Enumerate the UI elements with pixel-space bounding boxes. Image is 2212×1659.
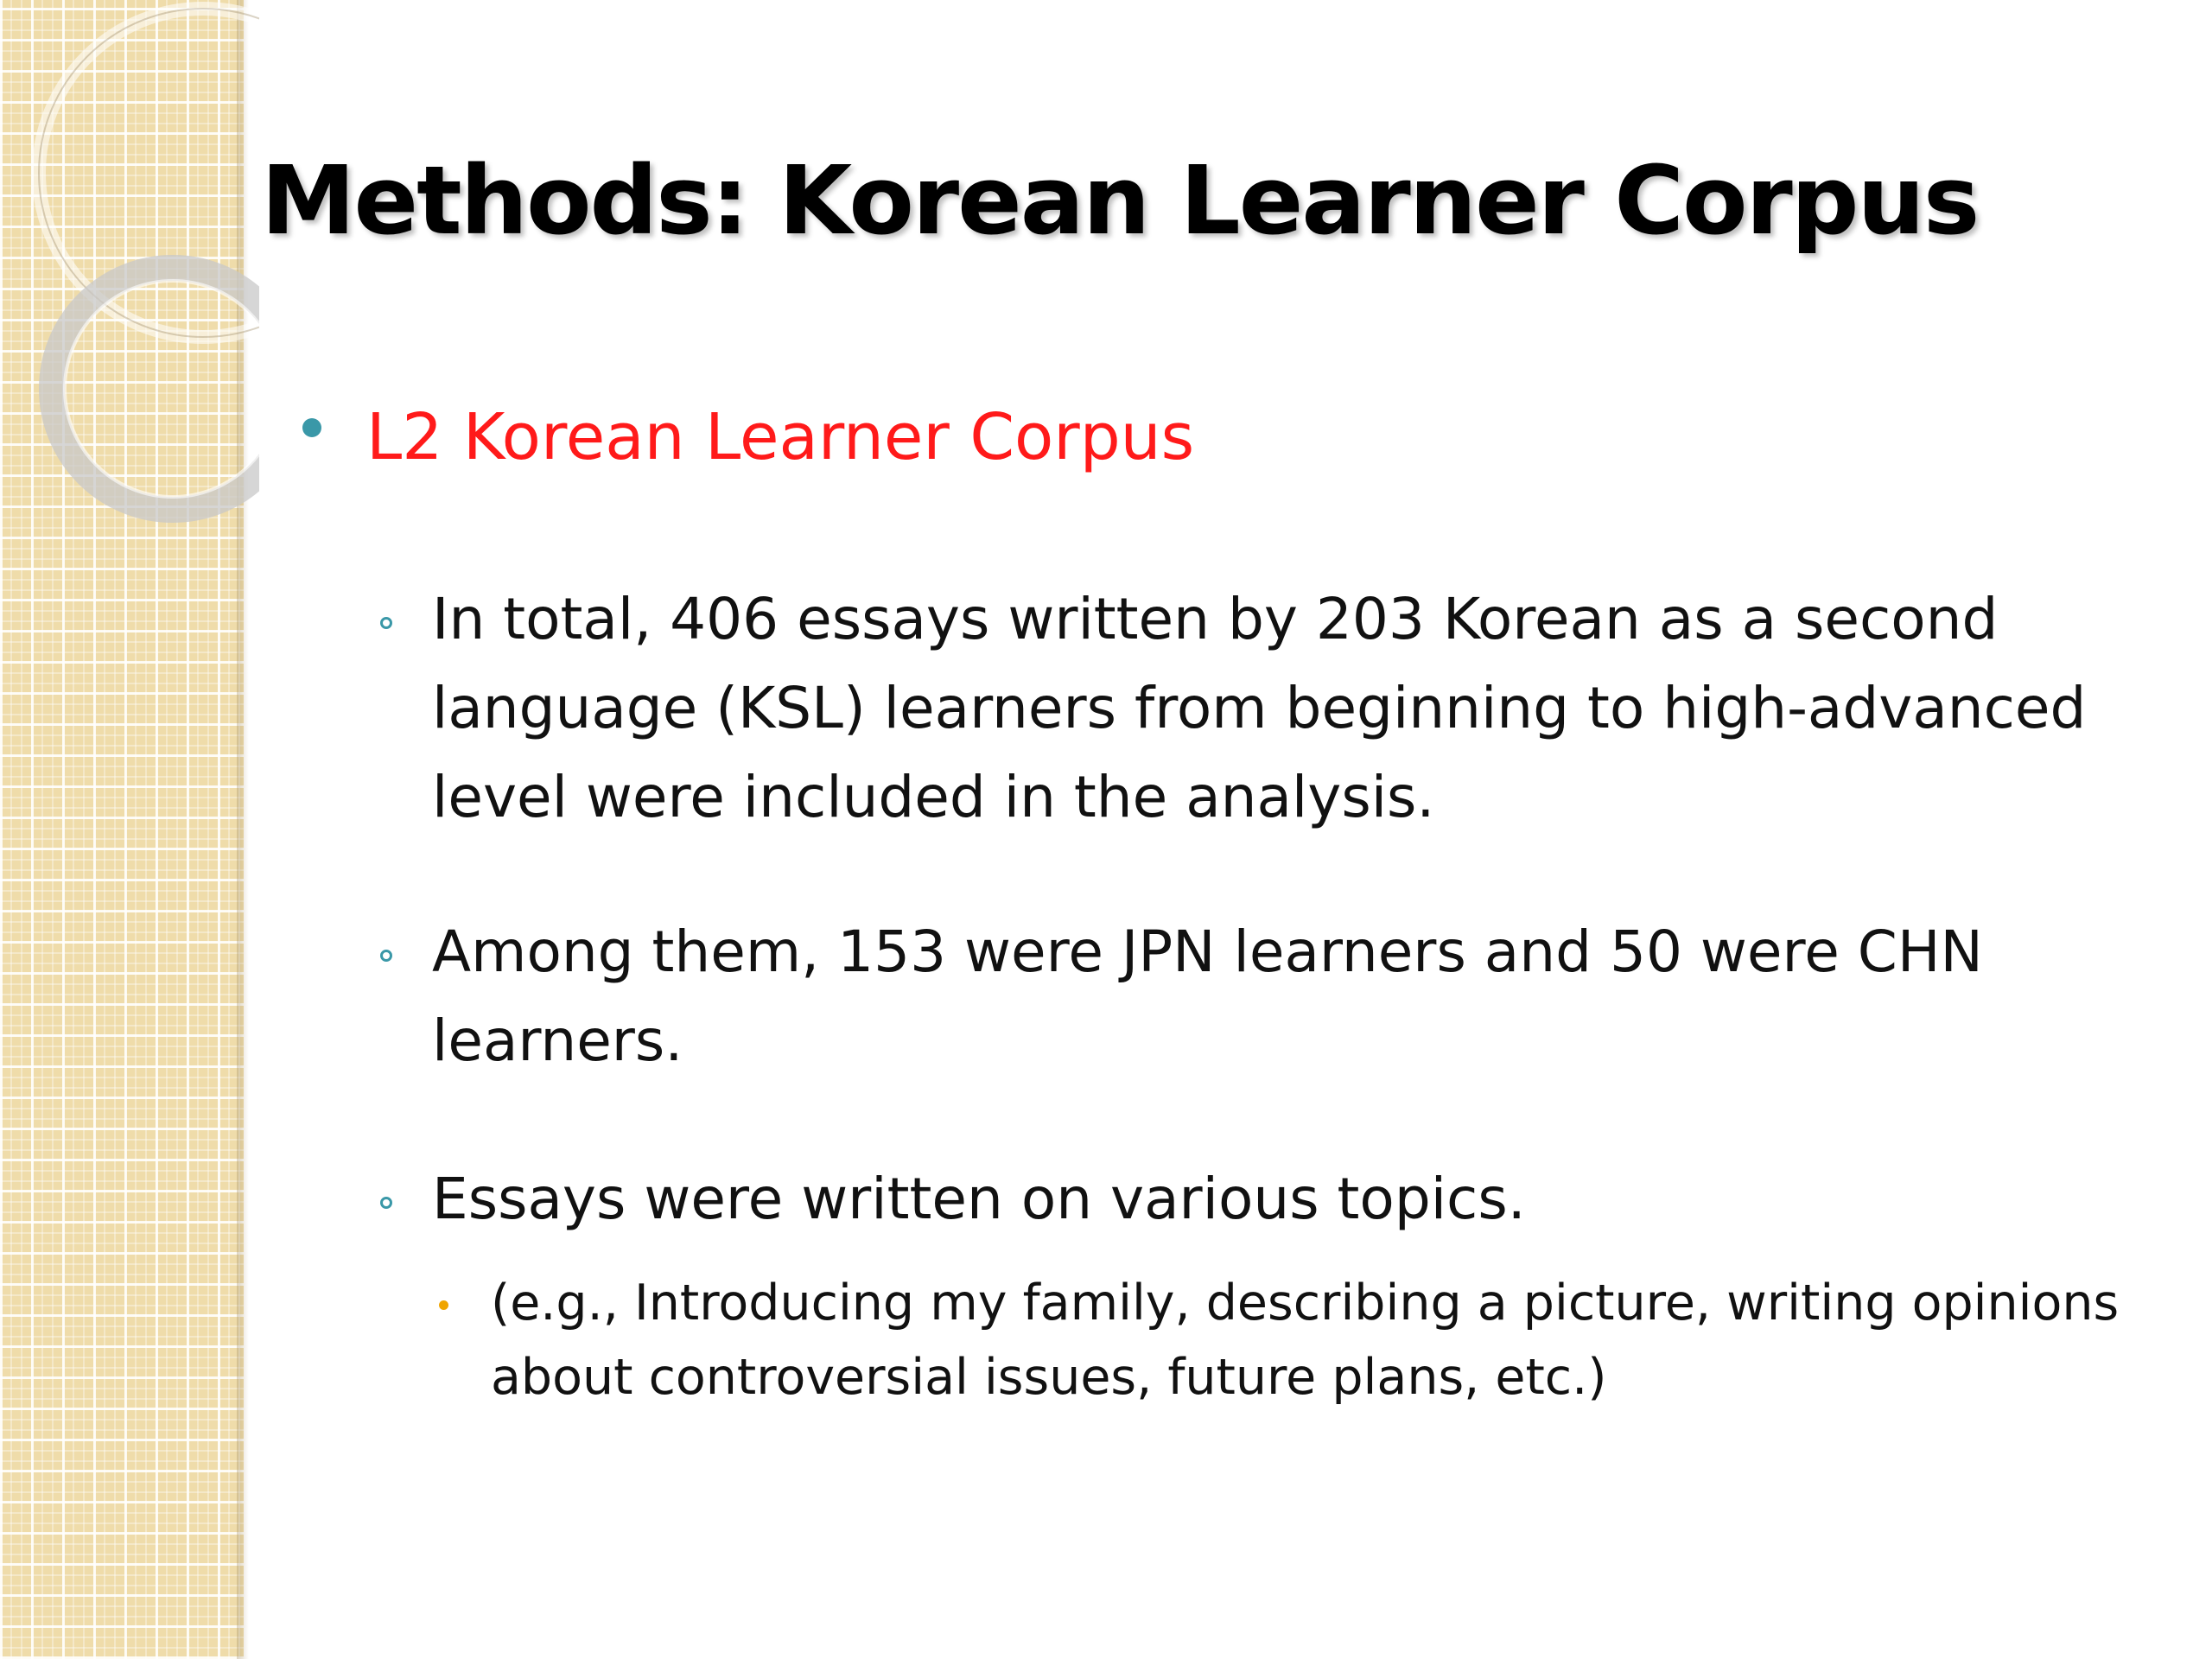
sub-bullet-circle-icon [380,950,392,962]
bullet-heading: L2 Korean Learner Corpus [366,400,1195,474]
sub-bullet-text-2: Among them, 153 were JPN learners and 50 were CHN learners. [432,918,1983,1074]
sub-bullet-circle-icon [380,1197,392,1209]
sub-sub-bullet-text: (e.g., Introducing my family, describing a picture, writing opinions about controversial issues, future plans, etc.) [491,1274,2120,1406]
slide-title: Methods: Korean Learner Corpus [261,145,1979,256]
sub-bullet-text-1: In total, 406 essays written by 203 Korean as a second language (KSL) learners from beginning to high-advanced level were included in the analysis. [432,586,2087,830]
bullet-dot-icon [302,418,321,437]
sub-sub-bullet-dot-icon [439,1300,448,1310]
sub-bullet-text-3: Essays were written on various topics. [432,1166,1526,1232]
decorative-rings-icon [0,0,259,553]
sub-bullet-circle-icon [380,617,392,629]
